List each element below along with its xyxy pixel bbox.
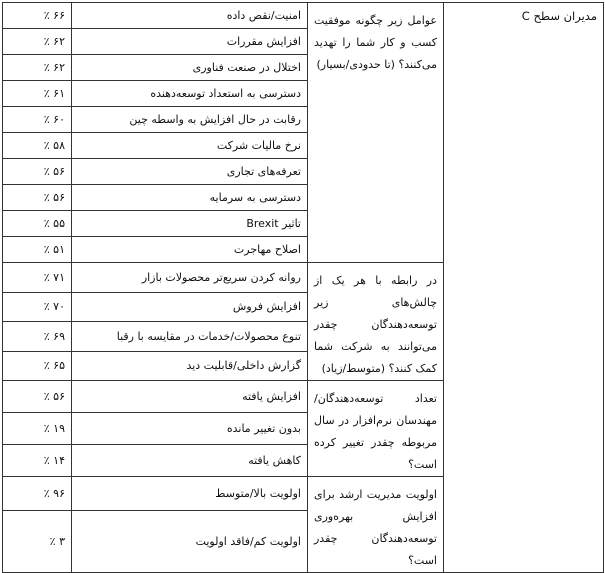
percent-cell: ۶۰ ٪ [3,107,72,133]
percent-cell: ۶۲ ٪ [3,29,72,55]
table-row [3,3,604,29]
percent-cell: ۵۶ ٪ [3,159,72,185]
percent-cell: ۵۶ ٪ [3,185,72,211]
percent-cell: ۶۵ ٪ [3,351,72,381]
factor-cell: اصلاح مهاجرت [72,237,308,263]
percent-cell: ۶۲ ٪ [3,55,72,81]
percent-cell: ۷۰ ٪ [3,292,72,322]
question-cell: تعداد توسعه‌دهندگان/مهندسان نرم‌افزار در سال مربوطه چقدر تغییر کرده است؟ [308,381,444,477]
factor-cell: کاهش یافته [72,445,308,477]
percent-cell: ۵۵ ٪ [3,211,72,237]
percent-cell: ۶۶ ٪ [3,3,72,29]
factor-cell: تعرفه‌های تجاری [72,159,308,185]
factor-cell: تاثیر Brexit [72,211,308,237]
survey-table [2,2,604,573]
question-cell: در رابطه با هر یک از چالش‌های زیر توسعه‌دهندگان چقدر می‌توانند به شرکت شما کمک کنند؟ (متوسط/زیاد) [308,263,444,381]
percent-cell: ۵۸ ٪ [3,133,72,159]
percent-cell: ۱۴ ٪ [3,445,72,477]
factor-cell: افزایش یافته [72,381,308,413]
factor-cell: دسترسی به سرمایه [72,185,308,211]
factor-cell: اولویت کم/فاقد اولویت [72,510,308,572]
percent-cell: ۵۶ ٪ [3,381,72,413]
role-cell: مدیران سطح C [444,3,604,573]
factor-cell: افزایش فروش [72,292,308,322]
factor-cell: افزایش مقررات [72,29,308,55]
factor-cell: روانه کردن سریع‌تر محصولات بازار [72,263,308,293]
factor-cell: دسترسی به استعداد توسعه‌دهنده [72,81,308,107]
factor-cell: گزارش داخلی/قابلیت دید [72,351,308,381]
percent-cell: ۵۱ ٪ [3,237,72,263]
percent-cell: ۱۹ ٪ [3,413,72,445]
percent-cell: ۷۱ ٪ [3,263,72,293]
percent-cell: ۳ ٪ [3,510,72,572]
factor-cell: امنیت/نقص داده [72,3,308,29]
percent-cell: ۶۹ ٪ [3,322,72,352]
factor-cell: اولویت بالا/متوسط [72,477,308,511]
question-cell: اولویت مدیریت ارشد برای افزایش بهره‌وری توسعه‌دهندگان چقدر است؟ [308,477,444,573]
factor-cell: اختلال در صنعت فناوری [72,55,308,81]
factor-cell: بدون تغییر مانده [72,413,308,445]
factor-cell: تنوع محصولات/خدمات در مقایسه با رقبا [72,322,308,352]
factor-cell: رقابت در حال افزایش به واسطه چین [72,107,308,133]
percent-cell: ۶۱ ٪ [3,81,72,107]
question-cell: عوامل زیر چگونه موفقیت کسب و کار شما را تهدید می‌کنند؟ (تا حدودی/بسیار) [308,3,444,263]
factor-cell: نرخ مالیات شرکت [72,133,308,159]
percent-cell: ۹۶ ٪ [3,477,72,511]
